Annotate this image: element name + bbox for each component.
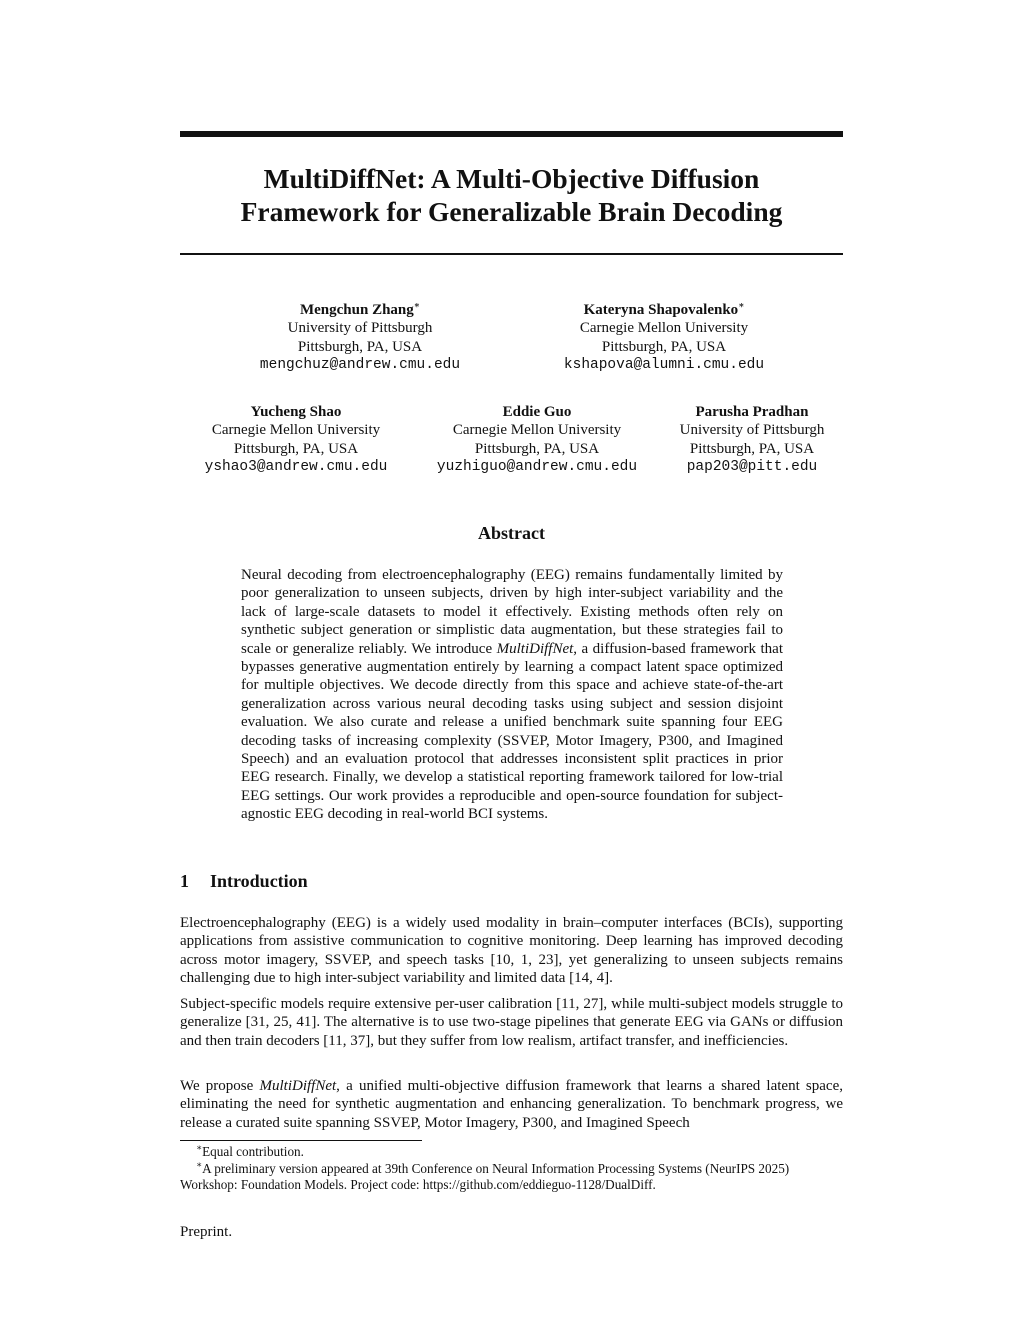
author-name: Parusha Pradhan xyxy=(695,404,809,420)
title-rule-bottom xyxy=(180,253,843,255)
author-name: Mengchun Zhang xyxy=(299,302,414,318)
paragraph: We propose MultiDiffNet, a unified multi-objective diffusion framework that learns a shared latent space, eliminating the need for synthetic augmentation and enhancing generalization. To benchmark progress, we release a curated suite spanning SSVEP, Motor Imagery, P300, and Imagined Speech xyxy=(180,1078,843,1131)
paper-title xyxy=(180,162,843,228)
author-block xyxy=(186,403,406,476)
author-email[interactable]: mengchuz@andrew.cmu.edu xyxy=(259,356,461,373)
author-block xyxy=(534,301,794,374)
equal-contribution-mark: ∗ xyxy=(738,300,745,310)
equal-contribution-mark: ∗ xyxy=(413,300,420,310)
author-block xyxy=(230,301,490,374)
section-title: Introduction xyxy=(210,871,308,891)
author-location: Pittsburgh, PA, USA xyxy=(689,440,815,457)
abstract-heading: Abstract xyxy=(478,523,545,543)
author-name: Yucheng Shao xyxy=(250,404,342,420)
author-block xyxy=(417,403,657,476)
author-location: Pittsburgh, PA, USA xyxy=(474,440,600,457)
author-affiliation: Carnegie Mellon University xyxy=(452,422,622,439)
abstract-text: Neural decoding from electroencephalography (EEG) remains fundamentally limited by poor generalization to unseen subjects, driven by high inter-subject variability and the lack of large-scale datasets to model it effectively. Existing methods often rely on synthetic subject generation or simplistic data augmentation, but these strategies fail to scale or generalize reliably. We introduce MultiDiffNet, a diffusion-based framework that bypasses generative augmentation entirely by learning a compact latent space optimized for multiple objectives. We decode directly from this space and achieve state-of-the-art generalization across various neural decoding tasks using subject and session disjoint evaluation. We also curate and release a unified benchmark suite spanning four EEG decoding tasks of increasing complexity (SSVEP, Motor Imagery, P300, and Imagined Speech) and an evaluation protocol that addresses inconsistent split practices in prior EEG research. Finally, we develop a statistical reporting framework tailored for low-trial EEG settings. Our work provides a reproducible and open-source foundation for subject-agnostic EEG decoding in real-world BCI systems. xyxy=(241,567,784,823)
author-affiliation: University of Pittsburgh xyxy=(287,320,433,337)
author-email[interactable]: pap203@pitt.edu xyxy=(686,458,818,475)
footnote-rule xyxy=(180,1140,422,1141)
author-affiliation: University of Pittsburgh xyxy=(679,422,825,439)
preprint-label: Preprint. xyxy=(180,1224,233,1240)
title-rule-top xyxy=(180,131,843,137)
footnote: ∗Equal contribution. xyxy=(196,1142,304,1159)
author-affiliation: Carnegie Mellon University xyxy=(211,422,381,439)
section-heading xyxy=(180,871,308,892)
author-name: Kateryna Shapovalenko xyxy=(583,302,739,318)
paragraph: Electroencephalography (EEG) is a widely used modality in brain–computer interfaces (BCIs), supporting applications from assistive communication to cognitive monitoring. Deep learning has improved decoding across motor imagery, SSVEP, and speech tasks [10, 1, 23], yet generalizing to unseen subjects remains challenging due to high inter-subject variability and limited data [14, 4]. xyxy=(180,915,843,986)
author-email[interactable]: yuzhiguo@andrew.cmu.edu xyxy=(436,458,638,475)
author-location: Pittsburgh, PA, USA xyxy=(297,338,423,355)
author-location: Pittsburgh, PA, USA xyxy=(233,440,359,457)
author-location: Pittsburgh, PA, USA xyxy=(601,338,727,355)
title-line-2: Framework for Generalizable Brain Decoding xyxy=(240,196,783,227)
author-email[interactable]: yshao3@andrew.cmu.edu xyxy=(204,458,388,475)
author-affiliation: Carnegie Mellon University xyxy=(579,320,749,337)
author-block xyxy=(662,403,842,476)
section-number: 1 xyxy=(180,871,189,891)
title-line-1: MultiDiffNet: A Multi-Objective Diffusion xyxy=(263,163,760,194)
footnote: ∗A preliminary version appeared at 39th Conference on Neural Information Processing Systems (NeurIPS 2025) Workshop: Foundation Models. Project code: https://github.com/eddieguo-1128/DualDiff. xyxy=(180,1159,790,1192)
author-email[interactable]: kshapova@alumni.cmu.edu xyxy=(563,356,765,373)
paragraph: Subject-specific models require extensive per-user calibration [11, 27], while multi-subject models struggle to generalize [31, 25, 41]. The alternative is to use two-stage pipelines that generate EEG via GANs or diffusion and then train decoders [11, 37], but they suffer from low realism, artifact transfer, and inefficiencies. xyxy=(180,996,843,1049)
author-name: Eddie Guo xyxy=(502,404,572,420)
